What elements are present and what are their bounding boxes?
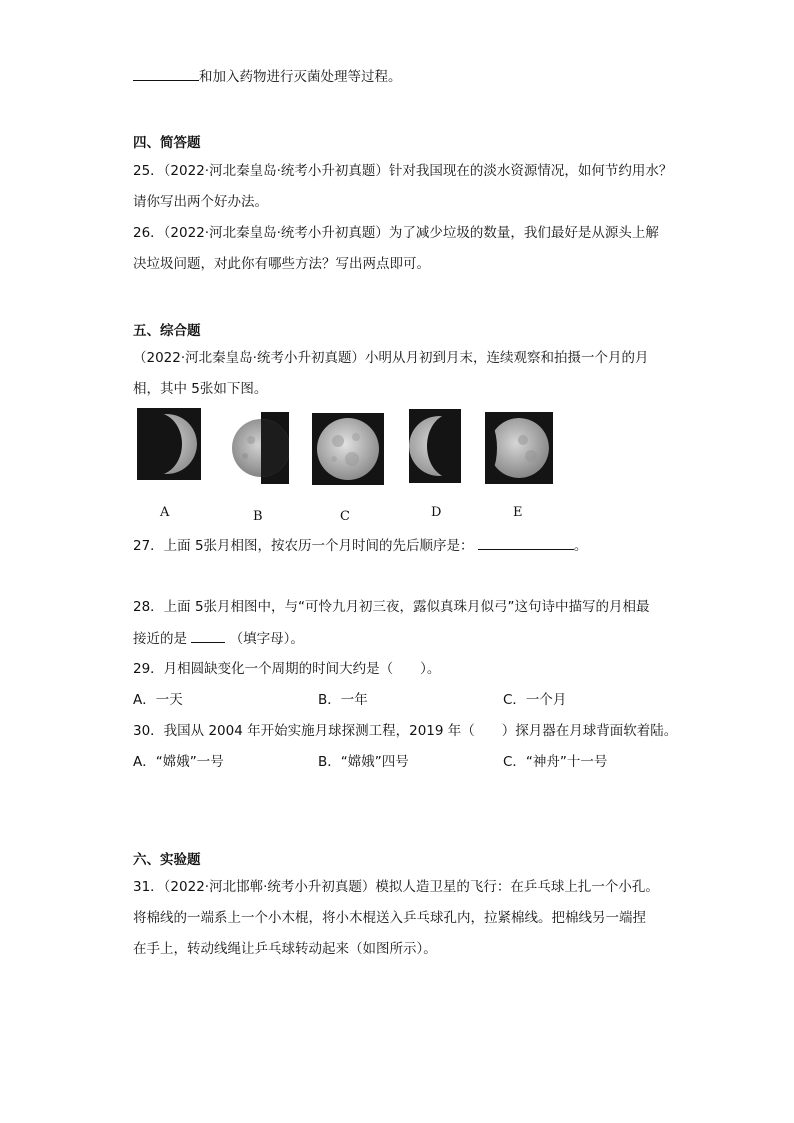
q26-line-2: 决垃圾问题，对此你有哪些方法？写出两点即可。: [133, 256, 430, 272]
q31-line-2: 将棉线的一端系上一个小木棍，将小木棍送入乒乓球孔内，拉紧棉线。把棉线另一端捏: [133, 910, 646, 926]
q28-line-2: [133, 628, 304, 649]
moon-photo-e: [485, 412, 553, 484]
q28-line-1: 28．上面 5张月相图中，与“可怜九月初三夜，露似真珠月似弓”这句诗中描写的月相最: [133, 599, 650, 615]
q24-tail-line: [133, 66, 402, 87]
q29-option-a[interactable]: A．一天: [133, 692, 183, 708]
q25-line-1: 25．（2022·河北秦皇岛·统考小升初真题）针对我国现在的淡水资源情况，如何节约用水？: [133, 163, 673, 179]
q29-option-c[interactable]: C．一个月: [503, 692, 567, 708]
moon-label-d: D: [431, 505, 442, 520]
q29-option-b[interactable]: B．一年: [318, 692, 368, 708]
q29-question: 29．月相圆缺变化一个周期的时间大约是（ ）。: [133, 661, 441, 677]
moon-photo-d: [409, 409, 461, 483]
moon-label-a: A: [160, 505, 170, 520]
q31-line-1: 31．（2022·河北邯郸·统考小升初真题）模拟人造卫星的飞行：在乒乓球上扎一个小孔。: [133, 879, 659, 895]
intro-line-1: （2022·河北秦皇岛·统考小升初真题）小明从月初到月末，连续观察和拍摄一个月的月: [133, 350, 649, 366]
q30-option-b[interactable]: B．“嫦娥”四号: [318, 754, 409, 770]
moon-photo-b: [231, 412, 289, 484]
moon-label-b: B: [253, 509, 263, 524]
q27-end: 。: [573, 538, 588, 554]
moon-label-c: C: [340, 509, 350, 524]
q27-line: [133, 535, 587, 556]
moon-photo-a: [137, 408, 201, 480]
moon-photo-c: [312, 413, 384, 485]
q27-text: 27．上面 5张月相图，按农历一个月时间的先后顺序是：: [133, 538, 474, 554]
intro-line-2: 相，其中 5张如下图。: [133, 381, 268, 397]
section-heading-experiment: 六、实验题: [133, 852, 201, 868]
q30-option-c[interactable]: C．“神舟”十一号: [503, 754, 608, 770]
q28-text-b: （填字母）。: [229, 631, 304, 647]
answer-blank[interactable]: [133, 66, 199, 81]
section-heading-comprehensive: 五、综合题: [133, 323, 201, 339]
q25-line-2: 请你写出两个好办法。: [133, 194, 268, 210]
q27-answer-blank[interactable]: [478, 535, 574, 550]
section-heading-short-answer: 四、简答题: [133, 135, 201, 151]
q31-line-3: 在手上，转动线绳让乒乓球转动起来（如图所示）。: [133, 941, 437, 957]
q30-question: 30．我国从 2004 年开始实施月球探测工程，2019 年（ ）探月器在月球背面软着陆。: [133, 723, 678, 739]
q30-option-a[interactable]: A．“嫦娥”一号: [133, 754, 224, 770]
moon-label-e: E: [513, 505, 523, 520]
q28-text-a: 接近的是: [133, 631, 187, 647]
q24-tail-text: 和加入药物进行灭菌处理等过程。: [199, 69, 402, 85]
q28-answer-blank[interactable]: [191, 628, 225, 643]
q26-line-1: 26．（2022·河北秦皇岛·统考小升初真题）为了减少垃圾的数量，我们最好是从源头上解: [133, 225, 659, 241]
